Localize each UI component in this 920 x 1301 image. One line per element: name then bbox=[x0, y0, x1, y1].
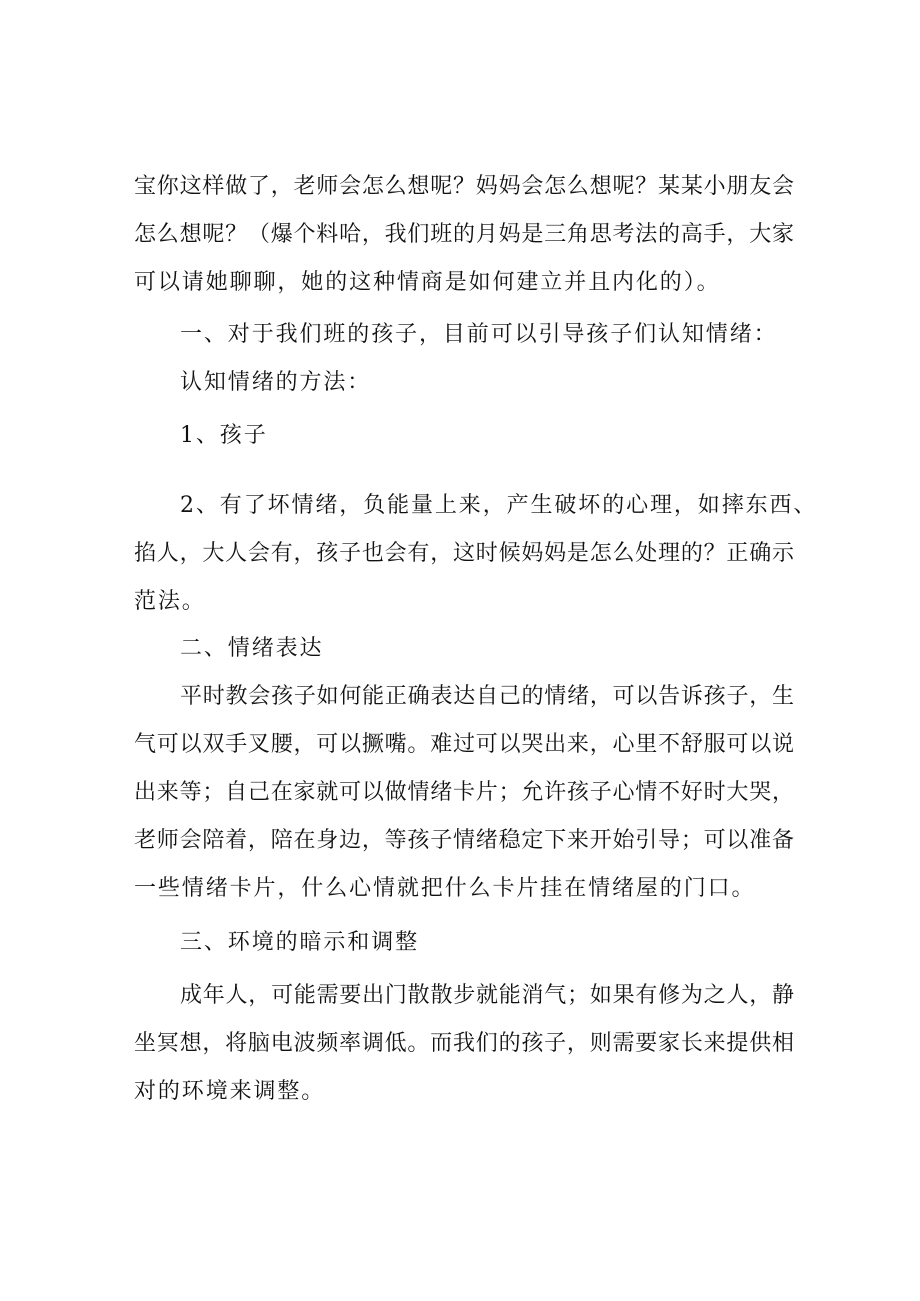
text-line: 宝你这样做了，老师会怎么想呢？妈妈会怎么想呢？某某小朋友会 bbox=[134, 174, 794, 199]
text-line: 气可以双手叉腰，可以撅嘴。难过可以哭出来，心里不舒服可以说 bbox=[134, 732, 794, 757]
text-line: 认知情绪的方法： bbox=[180, 370, 372, 395]
list-item: 2、有了坏情绪，负能量上来，产生破坏的心理，如摔东西、 bbox=[180, 493, 818, 518]
text-line: 可以请她聊聊，她的这种情商是如何建立并且内化的）。 bbox=[134, 270, 721, 295]
section-heading: 一、对于我们班的孩子，目前可以引导孩子们认知情绪： bbox=[180, 322, 778, 347]
section-heading: 三、环境的暗示和调整 bbox=[180, 930, 420, 955]
text-line: 范法。 bbox=[134, 589, 206, 614]
text-line: 掐人，大人会有，孩子也会有，这时候妈妈是怎么处理的？正确示 bbox=[134, 541, 794, 566]
text-line: 成年人，可能需要出门散散步就能消气；如果有修为之人，静 bbox=[180, 983, 794, 1008]
list-item: 1、孩子 bbox=[180, 423, 268, 448]
text-line: 平时教会孩子如何能正确表达自己的情绪，可以告诉孩子，生 bbox=[180, 684, 794, 709]
text-line: 老师会陪着，陪在身边，等孩子情绪稳定下来开始引导；可以准备 bbox=[134, 828, 794, 853]
text-line: 怎么想呢？（爆个料哈，我们班的月妈是三角思考法的高手，大家 bbox=[134, 222, 794, 247]
text-line: 一些情绪卡片，什么心情就把什么卡片挂在情绪屋的门口。 bbox=[134, 876, 756, 901]
text-line: 坐冥想，将脑电波频率调低。而我们的孩子，则需要家长来提供相 bbox=[134, 1031, 794, 1056]
section-heading: 二、情绪表达 bbox=[180, 636, 324, 661]
text-line: 出来等；自己在家就可以做情绪卡片；允许孩子心情不好时大哭， bbox=[134, 780, 794, 805]
text-line: 对的环境来调整。 bbox=[134, 1079, 326, 1104]
